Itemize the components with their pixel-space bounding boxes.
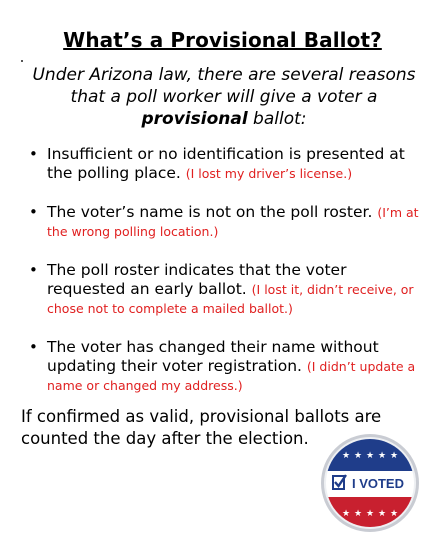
svg-text:★: ★ [377, 509, 387, 519]
bullet-icon: • [29, 338, 38, 356]
list-item [27, 203, 422, 241]
list-item [27, 338, 422, 395]
item-note: (I’m at the wrong polling location.) [47, 205, 419, 239]
page-title: What’s a Provisional Ballot? [63, 28, 382, 52]
svg-text:★: ★ [389, 509, 399, 519]
intro-emphasis: provisional [141, 109, 248, 129]
svg-text:★: ★ [353, 451, 363, 461]
bullet-icon: • [29, 261, 38, 279]
intro-text: Under Arizona law, there are several reasons that a poll worker will give a voter a [32, 65, 416, 107]
list-item [27, 145, 422, 183]
svg-text:★: ★ [389, 451, 399, 461]
svg-text:★: ★ [365, 509, 375, 519]
svg-text:★: ★ [377, 451, 387, 461]
stray-mark [21, 60, 23, 62]
i-voted-badge-icon [320, 433, 420, 533]
bullet-icon: • [29, 145, 38, 163]
svg-text:★: ★ [353, 509, 363, 519]
svg-text:★: ★ [365, 451, 375, 461]
item-text: The voter’s name is not on the poll roster. [47, 203, 373, 221]
item-text: The poll roster indicates that the voter requested an early ballot. [47, 261, 347, 298]
reasons-list [27, 145, 422, 415]
item-text: The voter has changed their name without updating their voter registration. [47, 338, 379, 375]
item-note: (I lost it, didn’t receive, or chose not to complete a mailed ballot.) [47, 282, 414, 316]
bullet-icon: • [29, 203, 38, 221]
intro-paragraph [28, 64, 420, 130]
item-note: (I didn’t update a name or changed my address.) [47, 359, 416, 393]
footer-note: If confirmed as valid, provisional ballots are counted the day after the election. [21, 407, 382, 448]
svg-text:★: ★ [341, 509, 351, 519]
list-item [27, 261, 422, 318]
intro-text-end: ballot: [247, 109, 307, 129]
badge-label: I VOTED [351, 476, 405, 491]
item-note: (I lost my driver’s license.) [185, 166, 353, 181]
item-text: Insufficient or no identification is presented at the polling place. [47, 145, 405, 182]
svg-text:★: ★ [341, 451, 351, 461]
